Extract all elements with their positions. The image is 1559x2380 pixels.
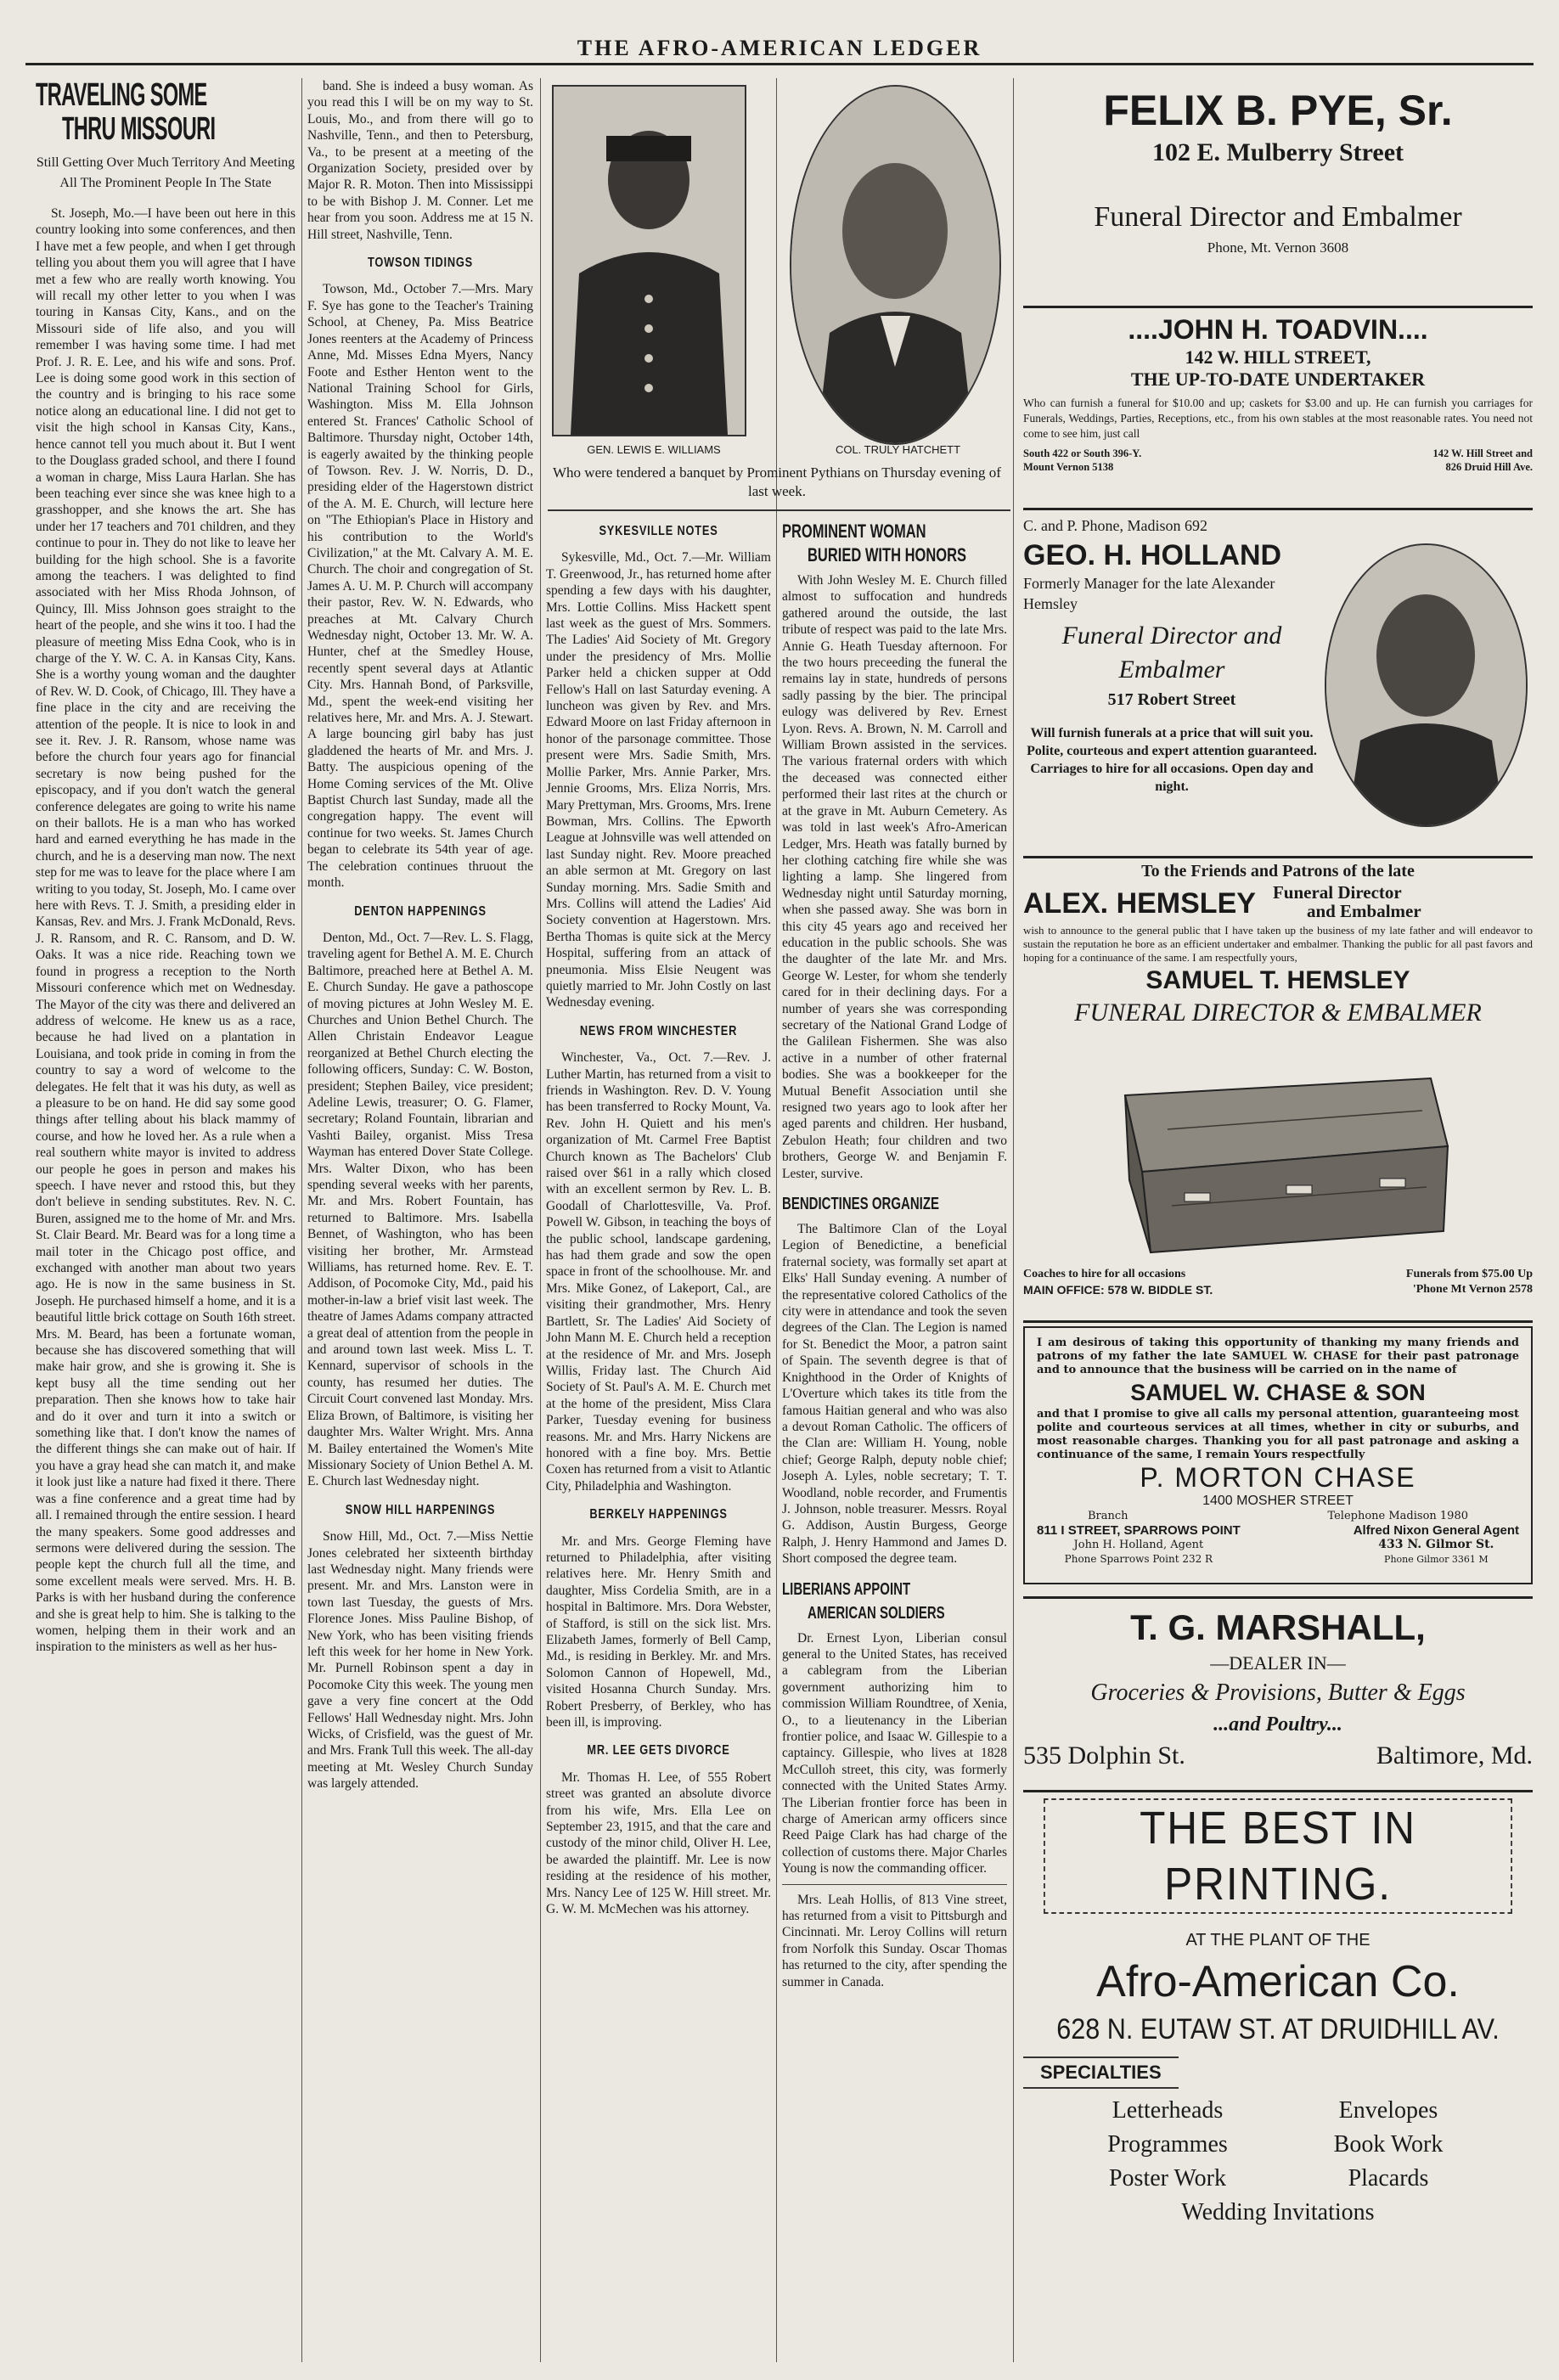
ad-toadvin-address: 142 W. HILL STREET, [1185,346,1371,368]
ad-holland-title-1: Funeral Director and [1061,622,1282,650]
portrait-photo-hatchett [790,85,1001,445]
section-heading: SYKESVILLE NOTES [599,524,718,538]
section-heading: BERKELY HAPPENINGS [589,1507,728,1522]
ad-pye-address: 102 E. Mulberry Street [1151,138,1404,166]
specialty-item: Poster Work [1108,2165,1226,2192]
section-heading: BURIED WITH HONORS [808,544,966,565]
ad-marshall [1023,1605,1533,1783]
ad-marshall-name: T. G. MARSHALL, [1130,1607,1426,1647]
photo-caption-left: GEN. LEWIS E. WILLIAMS [587,443,721,456]
ad-pye [1023,85,1533,306]
column-3 [546,520,771,2362]
photo-caption-right: COL. TRULY HATCHETT [835,443,961,456]
ad-toadvin-body: Who can furnish a funeral for $10.00 and up; caskets for $3.00 and up. He can furnish you carriages for Funerals, Weddings, Parties, Receptions, etc., from his own stables at the most reasonable rates. You need not come to see him, just call [1023,397,1533,440]
ad-print-company: Afro-American Co. [1096,1957,1460,2006]
ad-hemsley-coaches: Coaches to hire for all occasions [1023,1268,1186,1280]
section-heading: DENTON HAPPENINGS [354,903,487,919]
article-body: The Baltimore Clan of the Loyal Legion of Benedictine, a beneficial fraternal society, was formally set apart at Elks' Hall Sunday evening. A number of the representative colored Catholics of the city were in attendance and took the seven degrees of the Clan. The Legion is named for St. Benedict the Moor, a patron saint of Spain. The seventh degree is that of Knighthood in the Order of Knights of L'Overture which takes its title from the famous Haitian general and who was also a devout Roman Catholic. The officers of the Clan are: William H. Young, noble chief; George Ralph, deputy noble chief; Joseph A. Lyles, noble secretary; T. T. Woodland, noble recorder, and Frumentis J. Johnson, noble treasurer. Messrs. Royal G. Addison, Austin Burgess, George Ralph, J. Henry Hammond and James D. Short composed the degree team. [782,1222,1007,1567]
section-heading: BENDICTINES ORGANIZE [782,1195,940,1214]
article-body: Winchester, Va., Oct. 7.—Rev. J. Luther Martin, has returned from a visit to friends in Washington. Rev. D. V. Young has been transferred to Rocky Mount, Va. Rev. John H. Quiett and his men's organization of Mt. Carmel Free Baptist Church known as The Bachelors' Club raised over $61 in a rally which closed with an excellent sermon by Rev. L. B. Goodall of Charlottesville, Va. Prof. Powell W. Gibson, in teaching the boys of the public school, landscape gardening, has had them grade and sow the open space in front of the schoolhouse. Mr. and Mrs. Mike Gonez, of Lakeport, Cal., are visiting their grandmother, Mrs. Henry Bartlett, Sr. The Ladies' Aid Society of John Mann M. E. Church held a reception at the residence of Mr. and Mrs. Joseph Willis, Friday last. The Church Aid Society of St. Paul's A. M. E. Church met at the home of the president, Miss Clara Parker, Tuesday evening for business reasons. Mr. and Mrs. Harry Nickens are honored with a fine boy. Mrs. Bettie Coxen has returned from a visit to Atlantic City, Philadelphia and Washington. [546,1050,771,1494]
ad-holland-body: Will furnish funerals at a price that will suit you. Polite, courteous and expert attention guaranteed. Carriages to hire for all occasions. Open day and night. [1027,726,1317,794]
specialty-item: Letterheads [1112,2097,1224,2124]
article-body: Sykesville, Md., Oct. 7.—Mr. William T. Greenwood, Jr., has returned home after spending a few days with his daughter, Mrs. Lottie Collins. Miss Hackett spent last week as the guest of Mrs. Sommers. The Ladies' Aid Society of Mt. Gregory under the presidency of Mrs. Mollie Parker held a chicken supper at Odd Fellow's Hall on last Saturday evening. A luncheon was given by Rev. and Mrs. Edward Moore on last Friday afternoon in honor of the parsonage committee. Those present were Mrs. Sadie Smith, Mrs. Mollie Parker, Mrs. Annie Parker, Mrs. Jennie Grooms, Mrs. Eliza Norris, Mrs. Mary Prettyman, Mrs. Grooms, Mrs. Irene Bowman, Mrs. Collins. The Epworth League at Johnsville was well attended on last Sunday night. Rev. Moore preached an able sermon at Mt. Gregory on last Sunday morning. Mrs. Sadie Smith and Mrs. Collins will attend the Ladies' Aid Society convention at Hagerstown. Mrs. Bertha Thomas is quite sick at the Mercy Hospital, suffering from an attack of pneumonia. Miss Elsie Neugent was quietly married to Mr. John Costly on last Wednesday evening. [546,550,771,1010]
article-deck: Still Getting Over Much Territory And Meeting All The Prominent People In The State [36,155,295,190]
ad-toadvin-addr-1: 142 W. Hill Street and [1432,447,1533,459]
ad-toadvin-phone-1: South 422 or South 396-Y. [1023,447,1142,459]
ad-hemsley [1023,859,1533,1318]
ad-pye-name: FELIX B. PYE, Sr. [1103,87,1453,134]
ad-print-plant: AT THE PLANT OF THE [1185,1931,1370,1950]
column-rule [776,78,777,2362]
section-heading: SNOW HILL HARPENINGS [345,1502,496,1517]
ad-print-specialties: SPECIALTIES [1023,2056,1179,2089]
section-heading: PROMINENT WOMAN [782,520,926,542]
ad-chase-branch2-phone: Phone Gilmor 3361 M [1384,1554,1489,1565]
ad-hemsley-son-title: FUNERAL DIRECTOR & EMBALMER [1074,999,1482,1027]
specialty-item: Wedding Invitations [1181,2199,1375,2225]
ad-hemsley-phone: 'Phone Mt Vernon 2578 [1412,1283,1533,1296]
article-body: With John Wesley M. E. Church filled almost to suffocation and hundreds gathered around the outside, the last tribute of respect was paid to the late Mrs. Annie G. Heath Tuesday afternoon. For the two hours preceeding the funeral the remains lay in state, hundreds of persons sadly passing by the bier. The principal eulogy was delivered by Rev. Ernest Lyon. Revs. A. Brown, N. M. Carroll and William Brown assisted in the services. The various fraternal orders with which the deceased was connected either performed their last rites at the church or at the grave in Mt. Auburn Cemetery. As was told in last week's Afro-American Ledger, Mrs. Heath was fatally burned by her clothing catching fire while she was lighting a lamp. She lingered from Wednesday night until Saturday morning, when she passed away. She was born in this city 45 years ago and received her education in the public schools. She was the daughter of the late Mr. and Mrs. George W. Lester, for whom she tenderly cared for in their declining days. For a number of years she was corresponding secretary of the National Grand Lodge of the Galilean Fishermen. She was also active in a number of other fraternal bodies. She was a bookkeeper for the Mutual Benefit Association until she resigned two years ago to look after her aged parents and children. Her husband, Zebulon Heath; four children and two brothers, George W. and Benjamin F. Lester, survive. [782,573,1007,1181]
ad-hemsley-body: wish to announce to the general public that I have taken up the business of my late father and will endeavor to sustain the reputation he bore as an efficient undertaker and embalmer. Thanking the public for all past favors and hoping for a continuance of the same. I am respectfully yours, [1023,924,1533,964]
ad-holland [1023,514,1320,853]
section-heading: LIBERIANS APPOINT [782,1579,911,1599]
ad-hemsley-funerals: Funerals from $75.00 Up [1405,1268,1533,1280]
ad-holland-phone: C. and P. Phone, Madison 692 [1023,517,1208,534]
ad-chase-address: 1400 MOSHER STREET [1202,1494,1354,1508]
divider [782,1884,1007,1885]
ad-holland-name: GEO. H. HOLLAND [1023,539,1282,571]
ad-marshall-city: Baltimore, Md. [1376,1741,1533,1770]
ad-hemsley-office: MAIN OFFICE: 578 W. BIDDLE ST. [1023,1283,1213,1297]
ad-holland-address: 517 Robert Street [1107,690,1236,709]
divider [1023,856,1533,858]
ad-hemsley-tag-1: Funeral Director [1272,882,1402,903]
ad-hemsley-son: SAMUEL T. HEMSLEY [1145,966,1410,994]
article-body: Towson, Md., October 7.—Mrs. Mary F. Sye has gone to the Teacher's Training School, at Cheney, Pa. Miss Beatrice Jones reenters at the Academy of Princess Anne, Md. Misses Edna Myers, Nancy Foote and Esther Henton went to the National Training School for Girls, Washington. Miss M. Ella Johnson entered St. Frances' Catholic School of Baltimore. Thursday night, October 14th, is eagerly awaited by the thinking people of Towson. Rev. J. W. Norris, D. D., presiding elder of the Hagerstown district of the A. M. E. Church, will lecture here on "The Ethiopian's Place in History and his contribution to the World's Civilization," at the Mt. Calvary A. M. E. Church. The choir and congregation of St. James A. U. M. P. Church will accompany their pastor, Rev. W. N. Edwards, who preaches at Mt. Calvary Church Wednesday night, October 13. Mr. W. A. Hunter, chef at the Smedley House, recently spent several days at Atlantic City. Mrs. Hannah Bond, of Parksville, Md., spent the week-end visiting her relatives here, Mr. and Mrs. A. J. Stewart. A large bouncing girl baby has just gladdened the hearts of Mr. and Mrs. J. Batty. The auspicious opening of the Home Coming services of the Mt. Olive Baptist Church last Sunday, made all the congregation happy. The event will continue for two weeks. St. James Church began to celebrate its 54th year of age. The celebration continues thruout the month. [307,282,533,891]
column-2 [307,78,533,2362]
section-heading: TOWSON TIDINGS [367,256,474,271]
article-body: Dr. Ernest Lyon, Liberian consul general to the United States, has received a cablegram from the Liberian government authorizing him to commission William Roundtree, of Xenia, O., to a lieutenancy in the Liberian frontier police, and Isaac W. Gillespie to a captaincy. Gillespie, who lives at 1828 McCulloh street, this city, was formerly connected with the United States Army. The Liberian frontier force has been in charge of American army officers since Reed Paige Clark has had charge of the collection of customs there. Major Charles Young is now the commanding officer. [782,1630,1007,1876]
ad-print-address: 628 N. EUTAW ST. AT DRUIDHILL AV. [1056,2013,1500,2045]
ad-chase-body-2: and that I promise to give all calls my personal attention, guaranteeing most polite and courteous services at all times, whether in city or suburbs, and most reasonable charges. Thanking you for all past patronage and asking a continuance of the same, I remain Yours respectfully [1037,1408,1519,1461]
article-body: band. She is indeed a busy woman. As you read this I will be on my way to St. Louis, Mo., and from there will go to Nashville, Tenn., and then to Petersburg, Va., to be present at a meeting of the Organization Society, presided over by Major R. R. Moton. Then into Mississippi to be with Bishop J. M. Conner. Let me hear from you soon. Address me at 15 N. Hill street, Nashville, Tenn. [307,79,533,242]
article-body: Mr. and Mrs. George Fleming have returned to Philadelphia, after visiting relatives here. Mr. Henry Smith and daughter, Miss Cordelia Smith, are in a hospital in Baltimore. Mrs. Dora Webster, of Stafford, is still on the sick list. Mrs. Elizabeth James, formerly of Bell Camp, Md., is residing in Berkley. Mr. and Mrs. Solomon Cannon of Hopewell, Md., visited Hosanna Church Sunday. Mrs. Robert Presberry, of Berkley, who has been ill, is improving. [546,1533,771,1730]
ad-chase-branch: Branch [1088,1510,1128,1522]
ad-chase-signature: P. MORTON CHASE [1140,1462,1416,1493]
ad-toadvin-phone-2: Mount Vernon 5138 [1023,461,1114,473]
ad-chase-branch2-address: 433 N. Gilmor St. [1378,1538,1494,1551]
ad-pye-phone: Phone, Mt. Vernon 3608 [1207,239,1349,256]
specialty-item: Placards [1348,2165,1429,2192]
divider [1023,1320,1533,1323]
ad-toadvin [1023,312,1533,508]
ad-holland-former: Formerly Manager for the late Alexander Hemsley [1023,575,1275,612]
ad-pye-title: Funeral Director and Embalmer [1094,201,1462,233]
ad-chase-branch1-agent: John H. Holland, Agent [1073,1539,1204,1551]
column-rule [1013,78,1014,2362]
divider [1023,1596,1533,1599]
article-body: Mr. Thomas H. Lee, of 555 Robert street was granted an absolute divorce from his wife, Mrs. Ella Lee on September 23, 1915, and that the care and custody of the minor child, Oliver H. Lee, be awarded the plaintiff. Mr. Lee is now residing at the residence of his mother, Mrs. Nancy Lee of 125 W. Hill street. Mr. G. W. M. McMechen was his attorney. [546,1770,771,1917]
ad-chase-name: SAMUEL W. CHASE & SON [1130,1380,1426,1405]
photo-caption-line: Who were tendered a banquet by Prominent Pythians on Thursday evening of last week. [553,464,1001,499]
column-4 [782,520,1007,2362]
ad-toadvin-addr-2: 826 Druid Hill Ave. [1445,461,1533,473]
ad-hemsley-intro: To the Friends and Patrons of the late [1141,862,1415,881]
divider [1023,508,1533,510]
section-heading: MR. LEE GETS DIVORCE [587,1743,730,1758]
column-rule [301,78,302,2362]
portrait-photo-williams [552,85,746,436]
ad-marshall-dealer: —DEALER IN— [1210,1652,1346,1674]
headline-missouri: THRU MISSOURI [62,111,216,147]
specialty-item: Book Work [1333,2131,1444,2158]
headline-traveling: TRAVELING SOME [36,78,207,113]
specialty-item: Envelopes [1338,2097,1438,2124]
masthead: THE AFRO-AMERICAN LEDGER [25,34,1534,65]
ad-chase-telephone: Telephone Madison 1980 [1327,1510,1468,1522]
divider [548,509,1010,511]
ad-chase-branch1-address: 811 I STREET, SPARROWS POINT [1037,1523,1241,1538]
ad-marshall-address: 535 Dolphin St. [1023,1741,1185,1770]
divider [1023,1790,1533,1792]
ad-marshall-goods-1: Groceries & Provisions, Butter & Eggs [1090,1680,1466,1706]
specialty-item: Programmes [1107,2131,1228,2158]
divider [1023,306,1533,308]
ad-toadvin-name: ....JOHN H. TOADVIN.... [1128,314,1428,345]
column-rule [540,78,541,2362]
ad-chase [1023,1326,1533,1584]
article-body: St. Joseph, Mo.—I have been out here in this country looking into some conferences, and then I have met a few people, and when I get through telling you about them you will agree that I have met a few who are really worth knowing. You will recall my other letter to you when I was touring in Kansas City, Kans., and on the Missouri side of life also, and you will remember I was having some time. I had met Prof. J. R. E. Lee, and his wife and sons. Prof. Lee is doing some good work in this section of the country and is bringing to his race some notice along an educational line. I did not get to visit the high school in Kansas City, Kans., hence cannot tell you much about it. But I went to the Douglass graded school, and there I found a woman in charge, Miss Laura Harlan. She has been teaching ever since she was knee high to a grasshopper, and she knows the art. She has under her 17 teachers and 701 children, and they continue to pour in. They do not like to leave her building for the high school. She is a favorite among the teachers. I was delighted to find associated with her Miss Rhoda Johnson, of Quincy, Ill. Miss Johnson goes straight to the heart of the people, and she wins it too. I had the pleasure of meeting Miss Edna Cook, who is in charge of the Y. W. C. A. in Kansas City, Kans. She is a worthy young woman and the daughter of Rev. W. D. Cook, of Chicago, Ill. They have a fine place in the city and are receiving the attention of the people. It is nice to look in and see it. Rev. J. R. Ransom, whose name was before the church four years ago for financial secretary is now being pushed for the episcopacy, and if you don't watch the general conference delegates are going to write his name on their ballots. He is a man who has worked hard and earned everything he has made in the church, and he is a deserving man now. The next step for me was to leave for the place where I am writing to you today, St. Joseph, Mo. I came over here with Revs. T. J. Smith, a presiding elder in Kansas, Rev. and Mrs. J. Frank McDonald, Revs. J. R. Ransom, and R. C. Ransom, and D. W. Oaks. It was a nice ride. Reaching town we found in progress a reception to the North Missouri conference which met on Wednesday. The Mayor of the city was there and delivered an address of welcome. He knew us as a race, because he had lived on a plantation in Louisiana, and took pride in coming in from the country to say a word of welcome to the delegates. He felt that it was his duty, as well as a pleasure to be on hand. He did say some good things after telling about his black mammy of course, and how he loved her. As a rule when a real southern white mayor is invited to address our people he goes in person and makes his speech. I have never and rstood this, but they don't believe in sending substitutes. Rev. N. C. Buren, assigned me to the home of Mr. and Mrs. St. Clair Beard. Mr. Beard was for a long time a mail toter in the Chicago post office, and exchanged with another man about two years ago. He is now in the same business in St. Joseph. He purchased himself a home, and it is a beautiful little brick cottage on South 16th street. Mrs. M. Beard, has been a fortunate woman, because she has discovered something that will make hair grow, and she is growing it. She is kept busy all the time sending out her preparation. Then she knows how to take hair and do it over and turn it into a switch or something like that. I don't know the names of the different things she can make out of hair. If you have a gray head she can match it, and make it look just like a nature had fixed it there. There was a fine conference and a great time had by all. I remained through the entire session. I heard the many speakers. Some good addresses and sermons were delivered during the session. The people kept the church full all the time, and some excellent meals were served. Mrs. H. B. Parks is with her husband during the conference and she is great help to him. She is talking to the women, helping them in their work and an inspiration to the ministers as well as her hus- [36,206,295,1655]
ad-toadvin-tagline: THE UP-TO-DATE UNDERTAKER [1130,369,1426,390]
column-1 [36,78,295,2362]
article-body: Snow Hill, Md., Oct. 7.—Miss Nettie Jones celebrated her sixteenth birthday last Wednesday night. Many friends were present. Mr. and Mrs. Lanston were in town last Tuesday, the guests of Mrs. Florence Jones. Miss Pauline Bishop, of New York, who has been visiting friends left this week for her home in New York. Mr. Purnell Robinson spent a day in Pocomoke City this week. The young men gave a very fine concert at the Odd Fellows' Hall Wednesday night. Mrs. John Wicks, of Crisfield, was the guest of Mr. and Mrs. Frank Tull this week. The all-day meeting at Mt. Wesley Church Sunday was largely attended. [307,1529,533,1792]
article-body: Mrs. Leah Hollis, of 813 Vine street, has returned from a visit to Pittsburgh and Cincinnati. Mr. Leroy Collins will return from Norfolk this Sunday. Oscar Thomas has returned to the city, after spending the summer in Canada. [782,1892,1007,1989]
ad-print-headline: THE BEST IN PRINTING. [1044,1798,1512,1914]
section-heading: AMERICAN SOLDIERS [808,1603,945,1623]
ad-marshall-goods-2: ...and Poultry... [1213,1713,1342,1736]
section-heading: NEWS FROM WINCHESTER [579,1023,738,1038]
ad-chase-branch1-phone: Phone Sparrows Point 232 R [1064,1553,1213,1565]
portrait-photo-holland [1325,543,1528,827]
article-body: Denton, Md., Oct. 7—Rev. L. S. Flagg, traveling agent for Bethel A. M. E. Church Baltimore, preached here at Bethel A. M. E. Church Sunday. He gave a pathoscope of moving pictures at John Wesley M. E. Churches and Union Bethel Church. The Allen Christain Endeavor League reorganized at Bethel Church electing the following officers, Sunday: C. W. Boston, president; Stephen Bailey, vice president; Adeline Lewis, treasurer; O. G. Flamer, secretary; Roland Fountain, librarian and Vashti Bailey, organist. Miss Tresa Wayman has entered Dover State College. Mrs. Walter Dixon, who has been spending several weeks with her parents, Mr. and Mrs. Robert Fountain, has returned to Baltimore. Mrs. Isabella Bennet, of Washington, who has been visiting her brother, Mr. Armstead Williams, has returned home. Rev. E. T. Addison, of Pocomoke City, Md., paid his mother-in-law a brief visit last week. The theatre of James Adams company attracted a great deal of attention from the people in and around town last week. Miss L. T. Kennard, supervisor of schools in the county, has resumed her duties. The Circuit Court convened last Monday. Mrs. Eliza Brown, of Baltimore, is visiting her daughter Mrs. Walter Wright. Mrs. Anna M. Bailey entertained the Women's Mite Missionary Society of Union Bethel A. M. E. Church last Wednesday night. [307,930,533,1489]
ad-hemsley-tag-2: and Embalmer [1306,901,1421,921]
ad-printing [1023,1798,1533,2342]
casket-illustration [1091,1036,1465,1265]
ad-chase-branch2-agent: Alfred Nixon General Agent [1353,1523,1519,1538]
ad-chase-body-1: I am desirous of taking this opportunity of thanking my many friends and patrons of my father the late SAMUEL W. CHASE for their past patronage and to announce that the business will be carried on in the name of [1037,1336,1519,1376]
ad-holland-title-2: Embalmer [1118,655,1225,684]
ad-hemsley-name: ALEX. HEMSLEY [1023,887,1256,920]
